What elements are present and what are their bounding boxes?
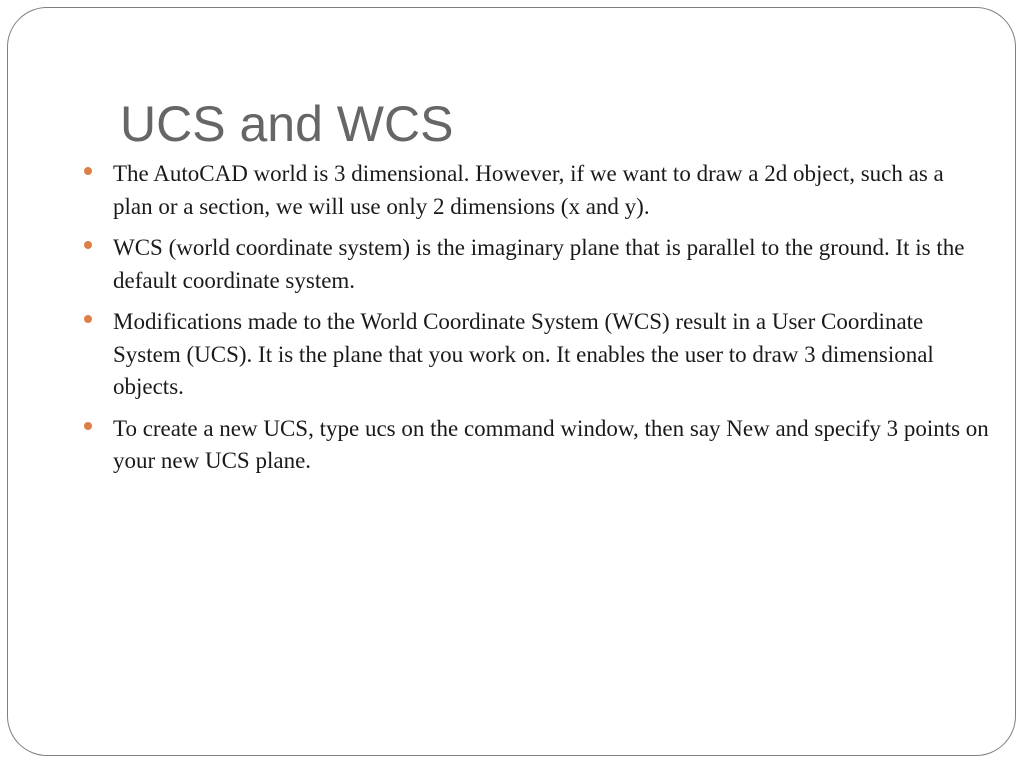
bullet-dot-icon [84, 241, 92, 249]
bullet-item [84, 158, 989, 223]
bullet-dot-icon [84, 167, 92, 175]
bullet-item [84, 413, 989, 478]
slide-frame [7, 7, 1016, 756]
bullet-dot-icon [84, 315, 92, 323]
slide-title: UCS and WCS [120, 96, 454, 152]
bullet-item [84, 232, 989, 297]
bullet-dot-icon [84, 422, 92, 430]
bullet-item [84, 306, 989, 404]
bullet-text: WCS (world coordinate system) is the imaginary plane that is parallel to the ground. It is the default coordinate system. [113, 235, 965, 293]
bullet-text: To create a new UCS, type ucs on the command window, then say New and specify 3 points on your new UCS plane. [113, 415, 989, 473]
bullet-text: The AutoCAD world is 3 dimensional. However, if we want to draw a 2d object, such as a plan or a section, we will use only 2 dimensions (x and y). [113, 161, 944, 219]
bullet-list [84, 158, 989, 487]
bullet-text: Modifications made to the World Coordinate System (WCS) result in a User Coordinate System (UCS). It is the plane that you work on. It enables the user to draw 3 dimensional objects. [113, 309, 934, 399]
